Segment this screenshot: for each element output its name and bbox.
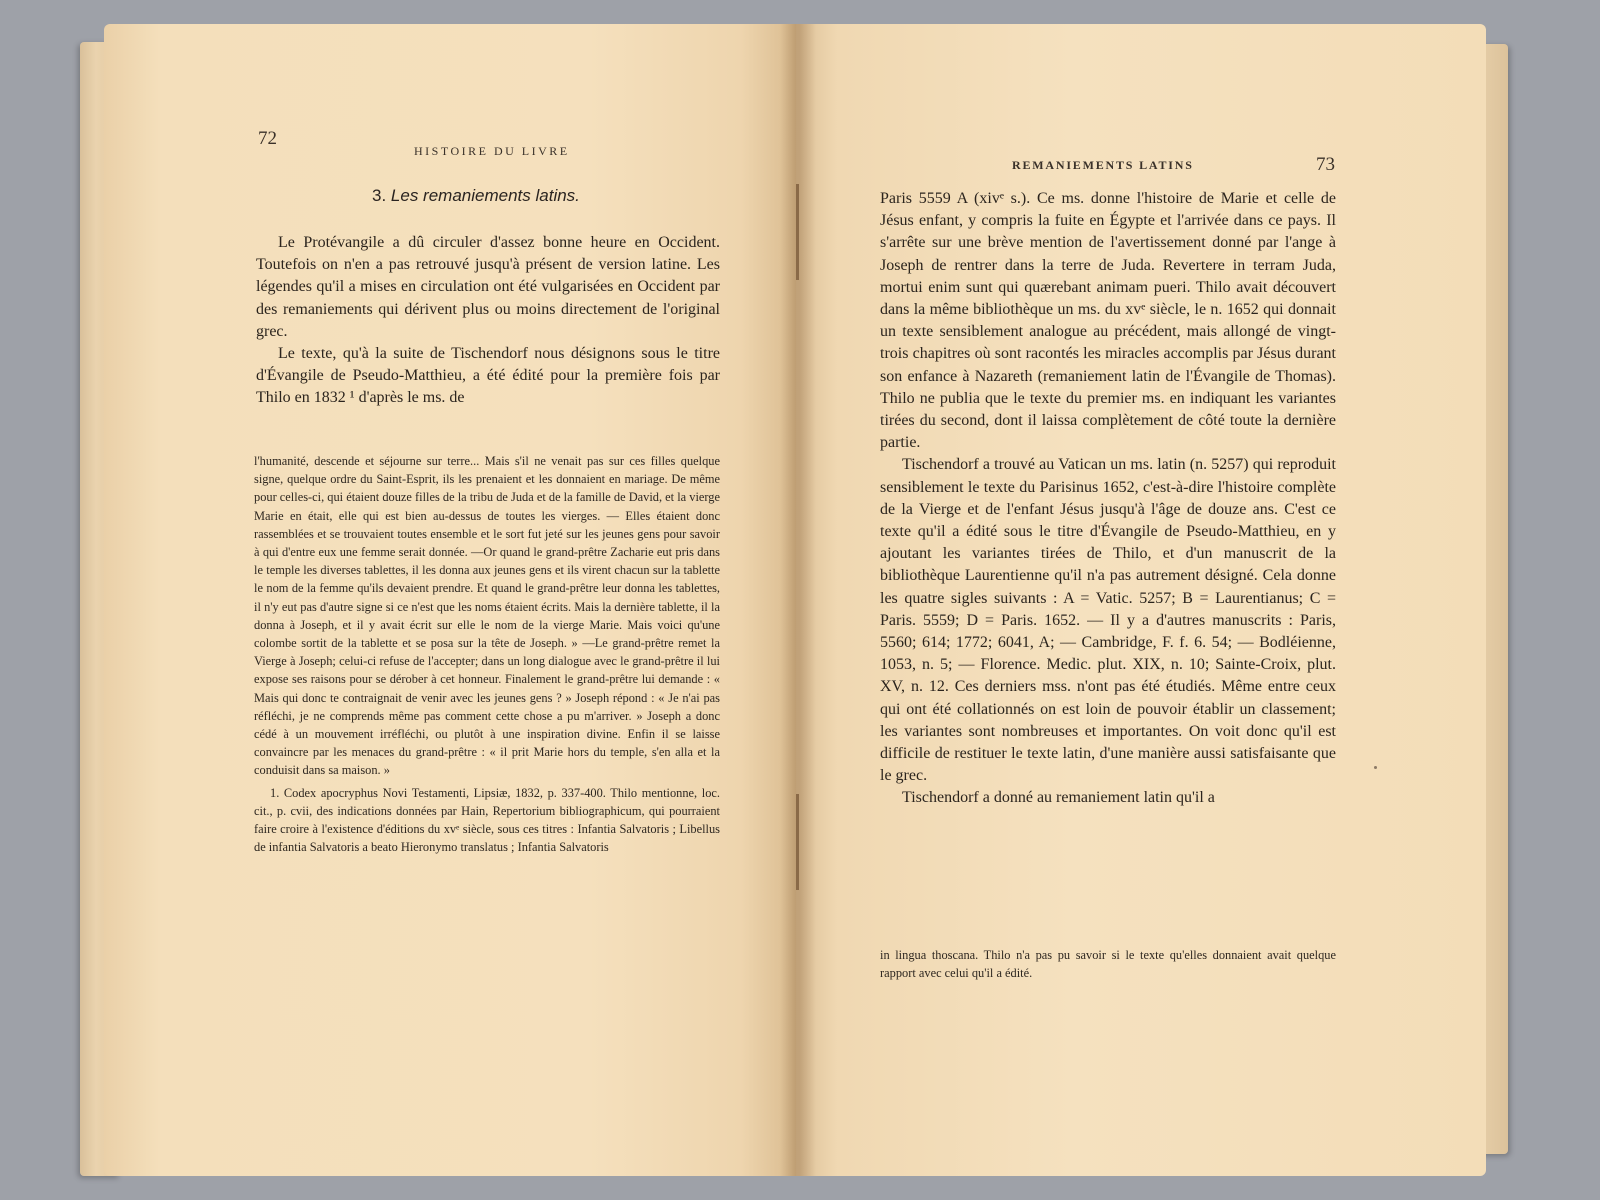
binding-stitch (796, 184, 799, 280)
section-number: 3. (372, 186, 387, 205)
paragraph: Le Protévangile a dû circuler d'assez bonne heure en Occident. Toutefois on n'en a pas retrouvé jusqu'à présent de version latine. Les légendes qu'il a mises en circulation ont été vulgarisées en Occident par des remaniements qui dérivent plus ou moins directement de l'original grec. (256, 234, 720, 340)
left-notes (254, 452, 720, 856)
left-page-number: 72 (258, 128, 277, 149)
paragraph: Le texte, qu'à la suite de Tischendorf nous désignons sous le titre d'Évangile de Pseudo-Matthieu, a été édité pour la première fois par Thilo en 1832 ¹ d'après le ms. de (256, 345, 720, 407)
binding-stitch (796, 794, 799, 890)
note-continuation: in lingua thoscana. Thilo n'a pas pu savoir si le texte qu'elles donnaient avait quelque rapport avec celui qu'il a édité. (880, 948, 1336, 981)
right-notes (880, 946, 1336, 982)
paragraph: Paris 5559 A (xivᵉ s.). Ce ms. donne l'histoire de Marie et celle de Jésus enfant, y compris la fuite en Égypte et l'arrivée dans ce pays. Il s'arrête sur une brève mention de l'avertissement donné par l'ange à Joseph de rentrer dans la terre de Juda. Revertere in terram Juda, mortui enim sunt qui quærebant animam pueri. Thilo avait découvert dans la même bibliothèque un ms. du xvᵉ siècle, le n. 1652 qui donnait un texte sensiblement analogue au précédent, mais allongé de vingt-trois chapitres où sont racontés les miracles accomplis par Jésus durant son enfance à Nazareth (remaniement latin de l'Évangile de Thomas). Thilo ne publia que le texte du premier ms. en indiquant les variantes tirées du second, dont il laissa complètement de côté toute la dernière partie. (880, 190, 1336, 452)
section-title (372, 186, 580, 206)
section-title-text: Les remaniements latins. (390, 186, 580, 205)
note-continuation: l'humanité, descende et séjourne sur terre... Mais s'il ne venait pas sur ces filles quelque signe, quelque ordre du Saint-Esprit, ils les prenaient et les donnaient en mariage. De même pour celles-ci, qui étaient douze filles de la tribu de Juda et de la famille de David, et la vierge Marie en était, elle qui est bien au-dessus de toutes les vierges. — Elles étaient donc rassemblées et se trouvaient toutes ensemble et le sort fut jeté sur les jeunes gens pour savoir à qui d'entre eux une femme serait donnée. —Or quand le grand-prêtre Zacharie eut pris dans le temple les diverses tablettes, il les donna aux jeunes gens et ils virent chacun sur la tablette le nom de la femme qu'ils devaient prendre. Et quand le grand-prêtre leur donna les tablettes, il n'y eut pas d'autre signe si ce n'est que les noms étaient écrits. Mais la dernière tablette, il la donna à Joseph, et il y avait écrit sur elle le nom de la vierge Marie. Mais voici qu'une colombe sortit de la tablette et se posa sur la tête de Joseph. » —Le grand-prêtre remet la Vierge à Joseph; celui-ci refuse de l'accepter; dans un long dialogue avec le grand-prêtre il lui expose ses raisons pour se dérober à cet honneur. Finalement le grand-prêtre lui demande : « Mais qui donc te contraignait de venir avec les jeunes gens ? » Joseph répond : « Je n'ai pas réfléchi, je ne comprends même pas comment cette chose a pu m'arriver. » Joseph a donc cédé à un mouvement irréfléchi, ou plutôt à une inspiration divine. Enfin il se laisse convaincre par les menaces du grand-prêtre : « il prit Marie hors du temple, s'en alla et la conduisit dans sa maison. » (254, 454, 720, 778)
paragraph: Tischendorf a donné au remaniement latin qu'il a (902, 789, 1215, 807)
right-running-head: REMANIEMENTS LATINS (1012, 158, 1194, 172)
left-page (104, 24, 796, 1176)
paper-speck (1374, 766, 1377, 769)
paragraph: Tischendorf a trouvé au Vatican un ms. latin (n. 5257) qui reproduit sensiblement le texte du Parisinus 1652, c'est-à-dire l'histoire complète de la Vierge et de l'enfant Jésus jusqu'à l'âge de douze ans. C'est ce texte qu'il a édité sous le titre d'Évangile de Pseudo-Matthieu, en y ajoutant les variantes tirées de Thilo, et d'un manuscrit de la bibliothèque Laurentienne qu'il n'a pas autrement désigné. Cela donne les quatre sigles suivants : A = Vatic. 5257; B = Laurentianus; C = Paris. 5559; D = Paris. 1652. — Il y a d'autres manuscrits : Paris, 5560; 614; 1772; 6041, A; — Cambridge, F. f. 6. 54; — Bodléienne, 1053, n. 5; — Florence. Medic. plut. XIX, n. 10; Sainte-Croix, plut. XV, n. 12. Ces derniers mss. n'ont pas été étudiés. Même entre ceux qui ont été collationnés on est loin de pouvoir établir un classement; les variantes sont nombreuses et importantes. On voit donc qu'il est difficile de restituer le texte latin, d'une manière aussi satisfaisante que le grec. (880, 456, 1336, 785)
open-book (80, 24, 1508, 1176)
footnote-1: 1. Codex apocryphus Novi Testamenti, Lipsiæ, 1832, p. 337-400. Thilo mentionne, loc. cit., p. cvii, des indications données par Hain, Repertorium bibliographicum, qui pourraient faire croire à l'existence d'éditions du xvᵉ siècle, sous ces titres : Infantia Salvatoris ; Libellus de infantia Salvatoris a beato Hieronymo translatus ; Infantia Salvatoris (254, 785, 720, 855)
right-page-number: 73 (1316, 154, 1335, 175)
right-body-text (880, 188, 1336, 810)
right-page (796, 24, 1486, 1176)
left-running-head: HISTOIRE DU LIVRE (414, 144, 570, 158)
left-body-text (256, 232, 720, 410)
